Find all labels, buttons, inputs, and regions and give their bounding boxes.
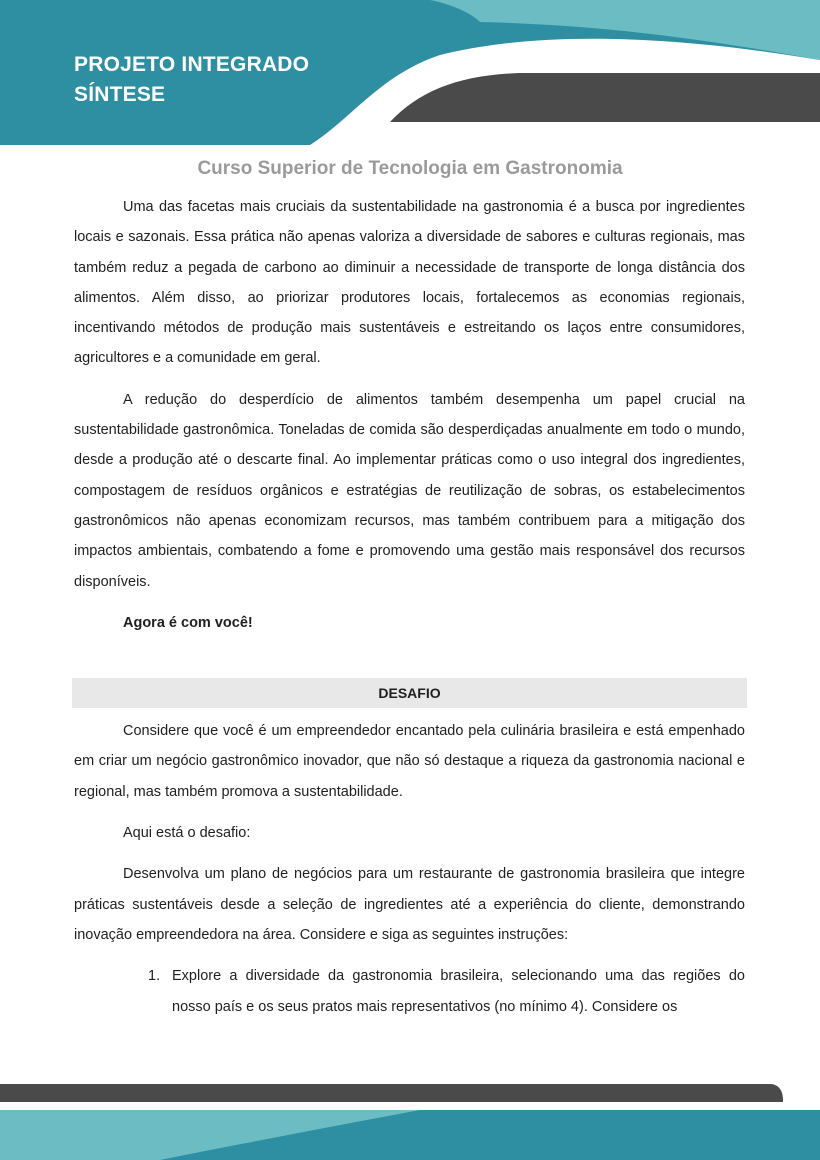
list-item-number: 1. — [148, 968, 161, 985]
header-title-line-2: SÍNTESE — [74, 83, 166, 106]
call-to-action: Agora é com você! — [123, 614, 253, 631]
course-subtitle: Curso Superior de Tecnologia em Gastronomia — [197, 158, 623, 179]
desafio-paragraph-3: Desenvolva um plano de negócios para um restaurante de gastronomia brasileira que integre práticas sustentáveis desde a seleção de ingredientes até a experiência do cliente, demonstrando inovação empreendedora na área. Considere e siga as seguintes instruções: — [74, 866, 745, 943]
desafio-paragraph-1: Considere que você é um empreendedor encantado pela culinária brasileira e está empenhado em criar um negócio gastronômico inovador, que não só destaque a riqueza da gastronomia nacional e regional, mas também promova a sustentabilidade. — [74, 723, 745, 800]
list-item-text: Explore a diversidade da gastronomia brasileira, selecionando uma das regiões do nosso país e os seus pratos mais representativos (no mínimo 4). Considere os — [172, 968, 745, 1015]
intro-paragraph-2: A redução do desperdício de alimentos também desempenha um papel crucial na sustentabilidade gastronômica. Toneladas de comida são desperdiçadas anualmente em todo o mundo, desde a produção até o descarte final. Ao implementar práticas como o uso integral dos ingredientes, compostagem de resíduos orgânicos e estratégias de reutilização de sobras, os estabelecimentos gastronômicos não apenas economizam recursos, mas também contribuem para a mitigação dos impactos ambientais, combatendo a fome e promovendo uma gestão mais responsável dos recursos disponíveis. — [74, 391, 745, 590]
footer-banner — [0, 1080, 820, 1160]
document-body — [74, 192, 745, 1022]
desafio-paragraph-2: Aqui está o desafio: — [123, 825, 251, 842]
instruction-list — [74, 961, 745, 1022]
intro-paragraph-1: Uma das facetas mais cruciais da sustentabilidade na gastronomia é a busca por ingredientes locais e sazonais. Essa prática não apenas valoriza a diversidade de sabores e culturas regionais, mas também reduz a pegada de carbono ao diminuir a necessidade de transporte de longa distância dos alimentos. Além disso, ao priorizar produtores locais, fortalecemos as economias regionais, incentivando métodos de produção mais sustentáveis e estreitando os laços entre consumidores, agricultores e a comunidade em geral. — [74, 199, 745, 367]
desafio-heading: DESAFIO — [72, 678, 747, 708]
document-header-title — [74, 50, 309, 110]
list-item — [74, 961, 745, 1022]
header-title-line-1: PROJETO INTEGRADO — [74, 53, 310, 76]
